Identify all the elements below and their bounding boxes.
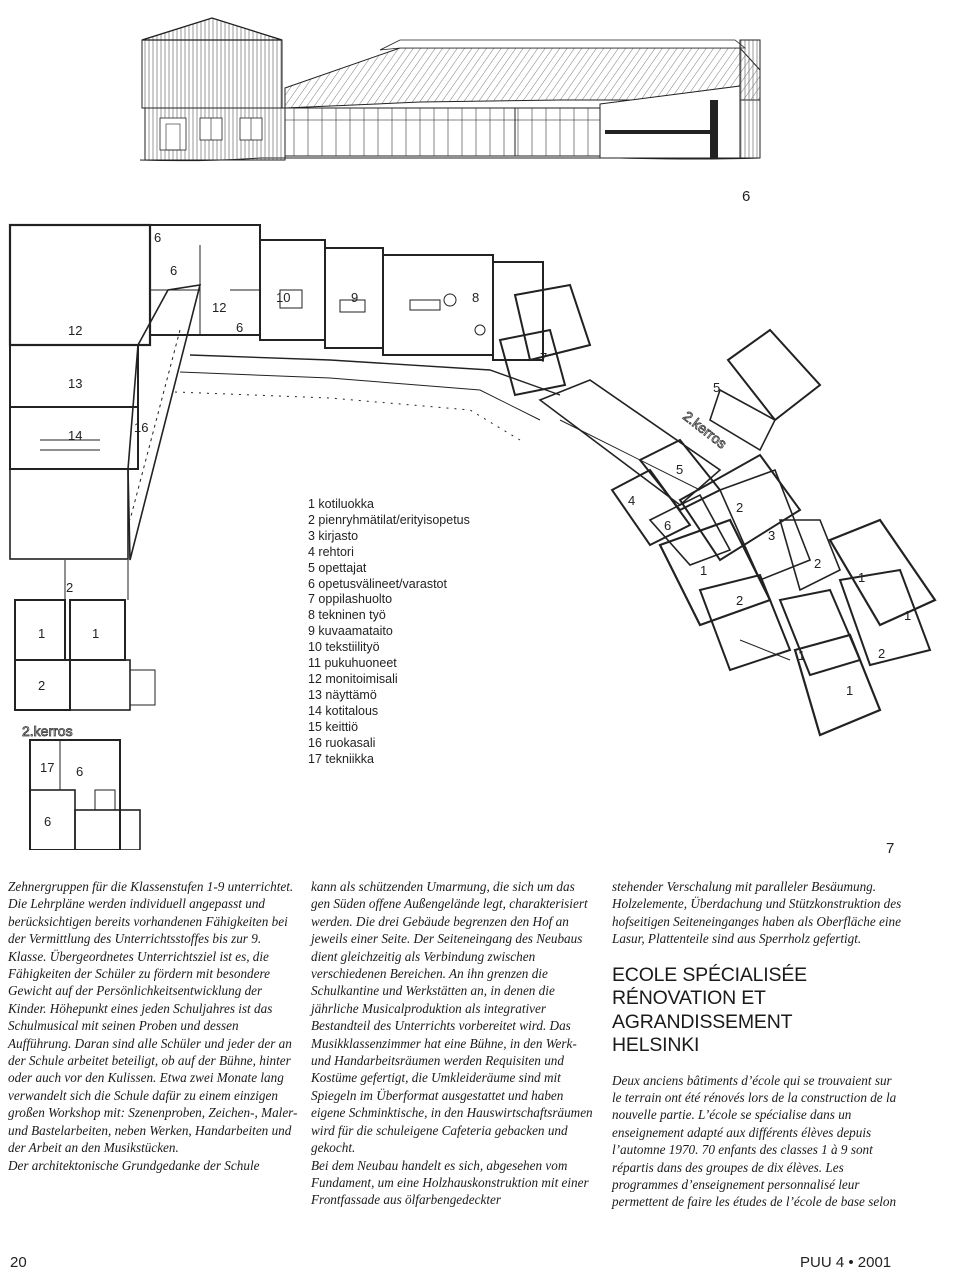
text-column-left	[8, 878, 298, 1174]
paragraph: Bei dem Neubau handelt es sich, abgesehen vom Fundament, um eine Holzhauskonstruktion mit einer Frontfassade aus ölfarbengedeckter	[311, 1157, 589, 1208]
figure-number-6: 6	[742, 188, 751, 205]
paragraph: Der architektonische Grundgedanke der Schule	[8, 1157, 260, 1173]
paragraph: Zehnergruppen für die Klassenstufen 1-9 unterrichtet. Die Lehrpläne werden individuell angepasst und berücksichtigen bereits vorhandenen Fähigkeiten bei der Vermittlung des Unterrichtsstoffes bis zur 9. Klasse. Übergeordnetes Unterrichtsziel ist es, die Fähigkeiten der Schüler zu fördern mit besondere Gewicht auf der Persönlichkeitsentwicklung der Kinder. Höhepunkt eines jeden Schuljahres ist das Schulmusical mit seinen Proben und dessen Aufführung. Daran sind alle Schüler und jeder der an der Schule arbeitet beteiligt, ob auf der Bühne, hinter oder auch vor den Kulissen. Etwa zwei Monate lang verwandelt sich die Schule dafür zu einem einzigen großen Workshop mit: Szenenproben, Zeichen-, Maler- und Bastelarbeiten, neben Werken, Handarbeiten und der Arbeit an den Musikstücken.	[8, 879, 298, 1156]
legend-item: 1 kotiluokka	[308, 497, 375, 511]
room-label-5b: 5	[676, 462, 684, 477]
room-label-12: 12	[68, 323, 83, 338]
room-label-6b: 6	[170, 263, 178, 278]
legend-item: 15 keittiö	[308, 719, 359, 734]
figure-number-7: 7	[886, 840, 895, 857]
room-label-6a: 6	[154, 230, 162, 245]
room-label-4: 4	[628, 493, 636, 508]
room-label-6e: 6	[76, 764, 84, 779]
room-label-l2b: 2	[38, 678, 46, 693]
legend-item: 12 monitoimisali	[308, 671, 398, 686]
room-label-6f: 6	[44, 814, 52, 829]
legend-item: 9 kuvaamataito	[308, 624, 393, 639]
legend-item: 8 tekninen työ	[308, 608, 386, 623]
room-label-16: 16	[134, 420, 149, 435]
legend-item: 16 ruokasali	[308, 735, 376, 750]
headline-line: RÉNOVATION ET	[612, 987, 766, 1010]
text-column-middle	[311, 878, 597, 1209]
legend-item: 17 tekniikka	[308, 751, 375, 766]
room-legend	[308, 497, 470, 767]
room-label-17: 17	[40, 760, 55, 775]
floor-label-2-kerros-left: 2.kerros	[22, 723, 73, 739]
legend-item: 7 oppilashuolto	[308, 592, 393, 607]
room-label-2c: 2	[814, 556, 822, 571]
room-label-6d: 6	[664, 518, 672, 533]
room-label-1c: 1	[904, 608, 912, 623]
legend-item: 2 pienryhmätilat/erityisopetus	[308, 512, 470, 527]
room-label-10: 10	[276, 290, 291, 305]
paragraph: stehender Verschalung mit paralleler Besäumung. Holzelemente, Überdachung und Stützkonstruktion des hofseitigen Seiteneinganges haben als Oberfläche eine Lasur, Plattenteile sind aus Sperrholz gefertigt.	[612, 879, 902, 947]
floor-label-2-kerros-right: 2.kerros	[680, 407, 730, 452]
room-label-l1a: 1	[38, 626, 46, 641]
room-label-2d: 2	[878, 646, 886, 661]
room-label-12b: 12	[212, 300, 227, 315]
legend-item: 10 tekstiilityö	[308, 640, 380, 655]
legend-item: 6 opetusvälineet/varastot	[308, 576, 447, 591]
legend-item: 3 kirjasto	[308, 528, 359, 543]
room-label-1d: 1	[798, 648, 806, 663]
room-label-3: 3	[768, 528, 776, 543]
room-label-2b: 2	[736, 593, 744, 608]
room-label-l1b: 1	[92, 626, 100, 641]
legend-item: 4 rehtori	[308, 544, 354, 559]
room-label-1b: 1	[858, 570, 866, 585]
french-summary: Deux anciens bâtiments d’école qui se trouvaient sur le terrain ont été rénovés lors de la construction de la nouvelle partie. L’école se spécialise dans un enseignement adapté aux différents élèves depuis l’automne 1970. 70 enfants des classes 1 à 9 sont répartis dans des groupes de dix élèves. Les programmes d’enseignement personnalisé leur permettent de faire les études de l’école de base selon	[612, 1072, 897, 1210]
room-label-2a: 2	[736, 500, 744, 515]
room-label-13: 13	[68, 376, 83, 391]
magazine-issue: PUU 4 • 2001	[800, 1254, 892, 1271]
room-label-8: 8	[472, 290, 480, 305]
legend-item: 14 kotitalous	[308, 703, 379, 718]
legend-item: 13 näyttämö	[308, 687, 377, 702]
headline-line: HELSINKI	[612, 1034, 700, 1057]
room-label-9: 9	[351, 290, 359, 305]
legend-item: 5 opettajat	[308, 560, 367, 575]
article-headline	[612, 964, 902, 1058]
page-number: 20	[10, 1254, 27, 1271]
floor-plan	[0, 210, 960, 850]
room-label-6c: 6	[236, 320, 244, 335]
room-label-7: 7	[540, 350, 548, 365]
room-label-1a: 1	[700, 563, 708, 578]
legend-item: 11 pukuhuoneet	[308, 656, 397, 671]
room-label-1e: 1	[846, 683, 854, 698]
text-column-right	[612, 878, 902, 1211]
headline-line: ECOLE SPÉCIALISÉE	[612, 963, 807, 986]
room-label-5a: 5	[713, 380, 721, 395]
room-label-14: 14	[68, 428, 83, 443]
room-label-l2: 2	[66, 580, 74, 595]
elevation-drawing	[0, 0, 960, 200]
paragraph: kann als schützenden Umarmung, die sich um das gen Süden offene Außengelände legt, charakterisiert werden. Die drei Gebäude begrenzen den Hof an jeweils einer Seite. Der Seiteneingang des Neubaus dient gleichzeitig als Verbindung zwischen verschiedenen Bereichen. An ihn grenzen die Schulkantine und Werkstätten an, in denen die jährliche Musicalproduktion als integrativer Bestandteil des Unterrichts vorbereitet wird. Das Musikklassenzimmer hat eine Bühne, in den Werk- und Handarbeitsräumen werden Requisiten und Kostüme gefertigt, die Umkleideräume sind mit Spiegeln im Überformat ausgestattet und haben eigene Schminktische, in den Hauswirtschaftsräumen wird für die schuleigene Cafeteria gebacken und gekocht.	[311, 879, 593, 1156]
headline-line: AGRANDISSEMENT	[612, 1010, 793, 1033]
